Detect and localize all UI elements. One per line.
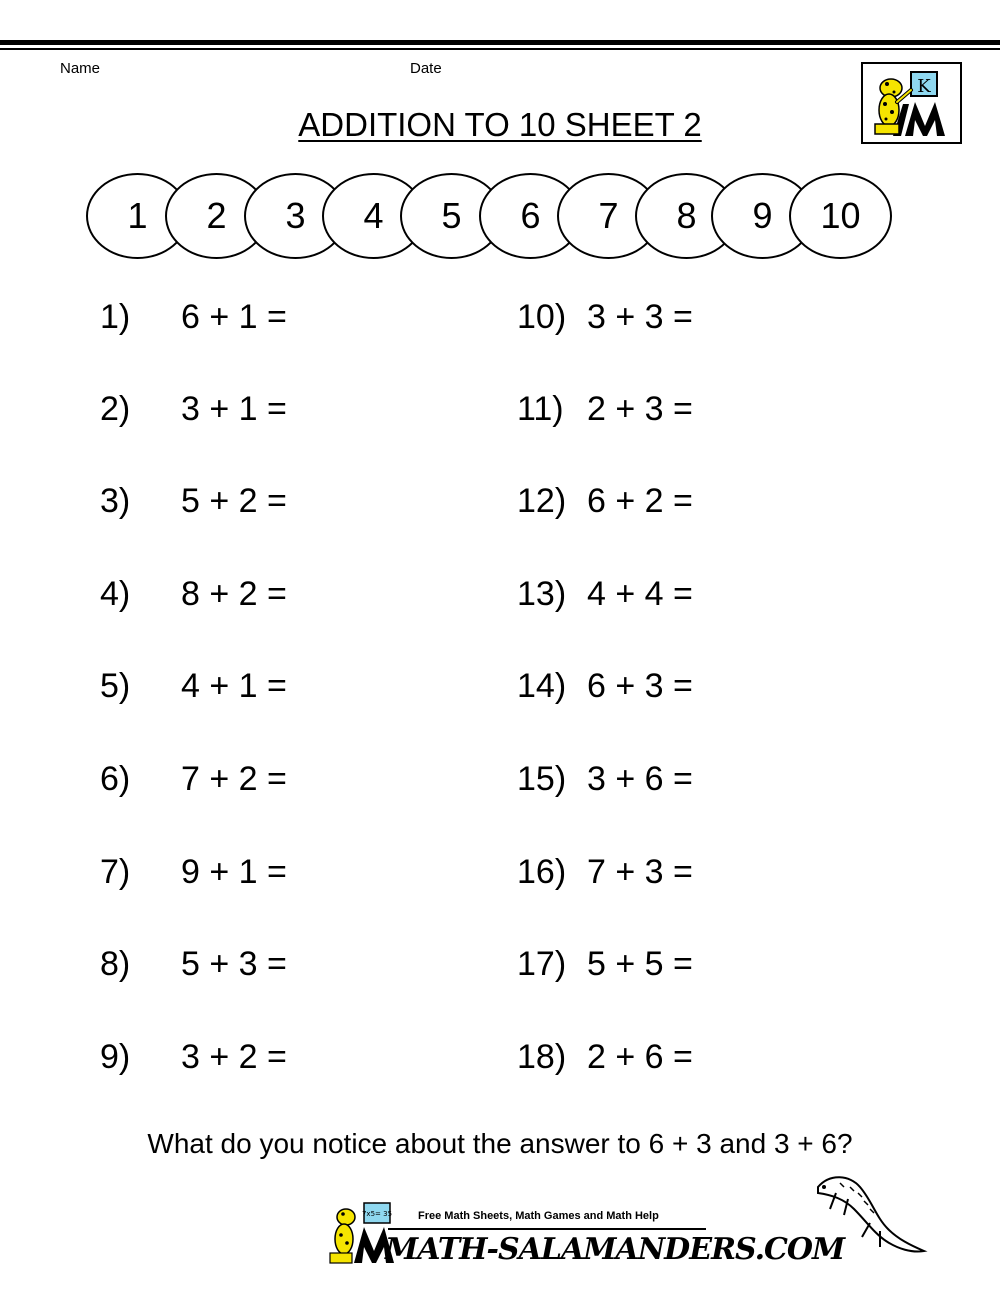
number-circle: 5	[400, 173, 503, 259]
problem-expression: 4 + 4 =	[587, 575, 693, 613]
problem-expression: 5 + 3 =	[181, 945, 287, 983]
problem-number: 12)	[517, 482, 567, 520]
problem-number: 9)	[100, 1038, 131, 1076]
number-circle: 7	[557, 173, 660, 259]
problem-number: 16)	[517, 853, 567, 891]
problem-number: 14)	[517, 667, 567, 705]
problem-number: 7)	[100, 853, 131, 891]
problem-number: 1)	[100, 298, 131, 336]
number-line	[0, 0, 1000, 300]
number-circle: 10	[789, 173, 892, 259]
footer-site-name: MATH-SALAMANDERS.COM	[385, 1232, 845, 1267]
problem-expression: 2 + 6 =	[587, 1038, 693, 1076]
number-circle: 8	[635, 173, 738, 259]
footer-tagline: Free Math Sheets, Math Games and Math Help	[418, 1210, 659, 1222]
problem-expression: 8 + 2 =	[181, 575, 287, 613]
problem-number: 6)	[100, 760, 131, 798]
problem-number: 3)	[100, 482, 131, 520]
problem-number: 18)	[517, 1038, 567, 1076]
salamander-doodle-icon	[800, 1165, 930, 1275]
page-title: ADDITION TO 10 SHEET 2	[298, 106, 702, 143]
problem-expression: 7 + 3 =	[587, 853, 693, 891]
problem-expression: 7 + 2 =	[181, 760, 287, 798]
problem-expression: 2 + 3 =	[587, 390, 693, 428]
date-label: Date	[410, 60, 442, 77]
problem-number: 11)	[517, 390, 564, 428]
number-circle: 9	[711, 173, 814, 259]
problem-number: 15)	[517, 760, 567, 798]
number-circle: 3	[244, 173, 347, 259]
problem-number: 4)	[100, 575, 131, 613]
reflection-question: What do you notice about the answer to 6 + 3 and 3 + 6?	[147, 1128, 853, 1159]
number-circle: 1	[86, 173, 189, 259]
problem-expression: 6 + 1 =	[181, 298, 287, 336]
problem-expression: 6 + 2 =	[587, 482, 693, 520]
number-circle: 4	[322, 173, 425, 259]
problem-expression: 5 + 2 =	[181, 482, 287, 520]
problem-expression: 5 + 5 =	[587, 945, 693, 983]
number-circle: 2	[165, 173, 268, 259]
number-circle: 6	[479, 173, 582, 259]
footer-sign-text: 7x5= 35	[361, 1210, 393, 1218]
name-label: Name	[60, 60, 101, 77]
footer-rule	[388, 1228, 706, 1230]
problem-expression: 9 + 1 =	[181, 853, 287, 891]
problem-expression: 3 + 2 =	[181, 1038, 287, 1076]
problem-number: 5)	[100, 667, 131, 705]
problem-number: 2)	[100, 390, 131, 428]
problem-expression: 3 + 1 =	[181, 390, 287, 428]
footer-salamander	[335, 1224, 353, 1254]
problem-number: 10)	[517, 298, 567, 336]
problem-expression: 6 + 3 =	[587, 667, 693, 705]
problem-expression: 3 + 3 =	[587, 298, 693, 336]
logo-letter: K	[917, 76, 931, 97]
problem-number: 17)	[517, 945, 567, 983]
problem-expression: 4 + 1 =	[181, 667, 287, 705]
problem-number: 13)	[517, 575, 567, 613]
problem-expression: 3 + 6 =	[587, 760, 693, 798]
problem-number: 8)	[100, 945, 131, 983]
